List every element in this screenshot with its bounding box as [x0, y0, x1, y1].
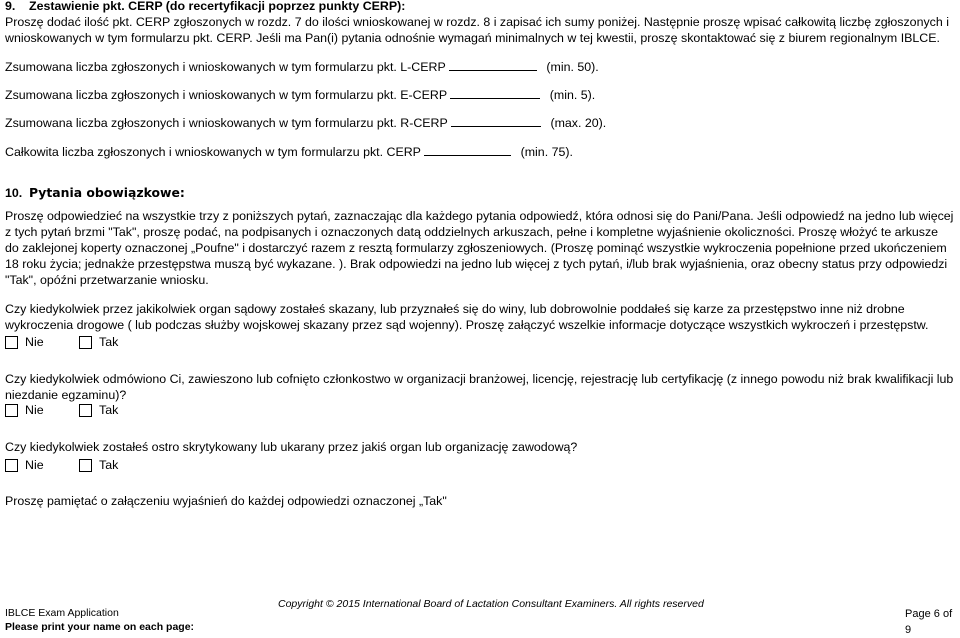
footer-page-number [905, 606, 960, 638]
attachment-reminder: Proszę pamiętać o załączeniu wyjaśnień do każdej odpowiedzi oznaczonej „Tak" [5, 494, 447, 508]
page-of: of [942, 608, 953, 620]
lcerp-min: (min. 50). [546, 60, 599, 74]
section-9-number: 9. [5, 0, 16, 13]
q1-no-label: Nie [25, 335, 44, 349]
ecerp-row [5, 87, 955, 103]
section-9-title: Zestawienie pkt. CERP (do recertyfikacji poprzez punkty CERP): [29, 0, 406, 13]
q2-yes-option[interactable] [79, 402, 118, 418]
section-10-title: Pytania obowiązkowe: [29, 185, 185, 200]
page-word: Page [905, 608, 931, 620]
q1-yes-option[interactable] [79, 334, 118, 350]
q2-no-option[interactable] [5, 402, 44, 418]
section-9-intro: Proszę dodać ilość pkt. CERP zgłoszonych w rozdz. 7 do ilości wnioskowanej w rozdz. 8 i zapisać ich sumy poniżej. Następnie proszę wpisać całkowitą liczbę zgłoszonych i wnioskowanych w tym formularzu pkt. CERP. Jeśli ma Pan(i) pytania odnośnie wymagań minimalnych w tej kwestii, proszę skontaktować się z biurem regionalnym IBLCE. [5, 15, 949, 45]
q3-no-checkbox[interactable] [5, 459, 18, 472]
section-9-heading [5, 0, 955, 14]
rcerp-max: (max. 20). [550, 116, 607, 130]
question-2: Czy kiedykolwiek odmówiono Ci, zawieszono lub cofnięto członkostwo w organizacji branżowej, licencję, rejestrację lub certyfikację (z innego powodu niż brak kwalifikacji lub niezdanie egzaminu)? [5, 372, 954, 402]
question-3: Czy kiedykolwiek zostałeś ostro skrytykowany lub ukarany przez jakiś organ lub organizację zawodową? [5, 440, 578, 454]
ecerp-label: Zsumowana liczba zgłoszonych i wnioskowanych w tym formularzu pkt. E-CERP [5, 88, 447, 102]
question-1-options [5, 334, 955, 353]
q3-yes-checkbox[interactable] [79, 459, 92, 472]
total-cerp-label: Całkowita liczba zgłoszonych i wnioskowanych w tym formularzu pkt. CERP [5, 145, 421, 159]
footer-left [5, 606, 194, 634]
page-current: 6 [933, 608, 940, 620]
total-cerp-min: (min. 75). [520, 145, 573, 159]
q2-no-label: Nie [25, 403, 44, 417]
rcerp-label: Zsumowana liczba zgłoszonych i wnioskowanych w tym formularzu pkt. R-CERP [5, 116, 448, 130]
lcerp-label: Zsumowana liczba zgłoszonych i wnioskowanych w tym formularzu pkt. L-CERP [5, 60, 446, 74]
question-1: Czy kiedykolwiek przez jakikolwiek organ sądowy zostałeś skazany, lub przyznałeś się do winy, lub dobrowolnie poddałeś się karze za przestępstwo inne niż drobne wykroczenia drogowe ( lub podczas służby wojskowej skazany przez sąd wojenny). Proszę załączyć wszelkie informacje dotyczące wszystkich wykroczeń i przestępstw. [5, 302, 929, 332]
section-10-heading [5, 185, 955, 201]
total-cerp-blank-field[interactable] [424, 144, 511, 156]
q1-yes-checkbox[interactable] [79, 336, 92, 349]
ecerp-min: (min. 5). [549, 88, 596, 102]
footer-app-name: IBLCE Exam Application [5, 607, 119, 619]
section-10-number: 10. [5, 186, 23, 200]
question-2-options [5, 402, 955, 421]
question-3-options [5, 457, 955, 476]
q2-yes-checkbox[interactable] [79, 404, 92, 417]
lcerp-blank-field[interactable] [449, 59, 537, 71]
q3-yes-option[interactable] [79, 457, 118, 473]
q3-yes-label: Tak [99, 458, 119, 472]
page-total: 9 [905, 624, 912, 636]
q1-no-checkbox[interactable] [5, 336, 18, 349]
q1-yes-label: Tak [99, 335, 119, 349]
total-cerp-row [5, 144, 955, 160]
footer-copyright: Copyright © 2015 International Board of Lactation Consultant Examiners. All rights reserved [278, 598, 704, 610]
ecerp-blank-field[interactable] [450, 87, 540, 99]
q2-no-checkbox[interactable] [5, 404, 18, 417]
section-10-instructions: Proszę odpowiedzieć na wszystkie trzy z poniższych pytań, zaznaczając dla każdego pytania odpowiedź, która odnosi się do Pani/Pana. Jeśli odpowiedź na jedno lub więcej z tych pytań brzmi "Tak", proszę podać, na podpisanych i oznaczonych datą oddzielnych arkuszach, pełne i kompletne wyjaśnienie okoliczności. Proszę włożyć te arkusze do zaklejonej koperty oznaczonej „Poufne" i dostarczyć razem z resztą formularzy zgłoszeniowych. (Proszę pominąć wszystkie wykroczenia popełnione przed ukończeniem 18 roku życia; jednakże przestępstwa muszą być wykazane. ). Brak odpowiedzi na jedno lub więcej z tych pytań, i/lub brak wyjaśnienia, oraz obecny status przy odpowiedzi "Tak", opóźni przetwarzanie wniosku. [5, 209, 954, 287]
q1-no-option[interactable] [5, 334, 44, 350]
rcerp-blank-field[interactable] [451, 115, 541, 127]
rcerp-row [5, 115, 955, 131]
lcerp-row [5, 59, 955, 75]
q3-no-option[interactable] [5, 457, 44, 473]
q3-no-label: Nie [25, 458, 44, 472]
q2-yes-label: Tak [99, 403, 119, 417]
footer-print-name-note: Please print your name on each page: [5, 621, 195, 633]
